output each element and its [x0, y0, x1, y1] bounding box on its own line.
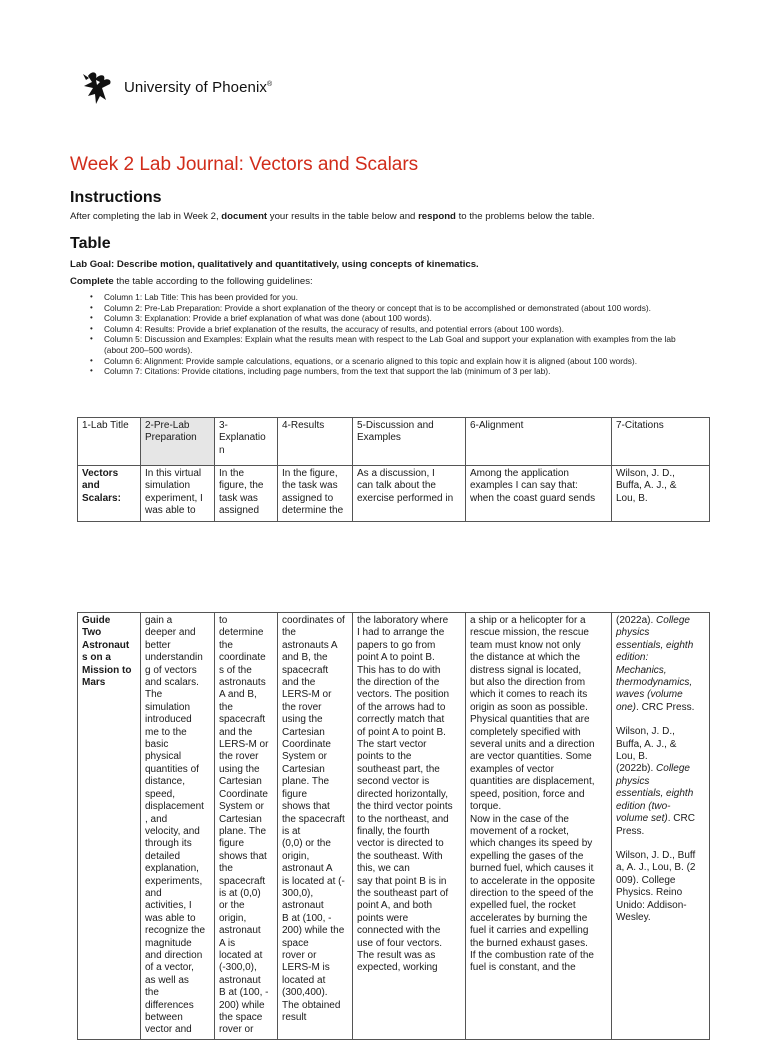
guideline-item: • Column 1: Lab Title: This has been provided for you. — [90, 292, 700, 303]
guideline-item: • Column 6: Alignment: Provide sample calculations, equations, or a scenario aligned to this topic and explain how it is aligned (about 100 words). — [90, 356, 700, 367]
cell-pre-lab: In this virtual simulation experiment, I was able to — [141, 466, 215, 522]
cell-lab-title: Vectors and Scalars: — [78, 466, 141, 522]
lab-journal-table-continued — [77, 612, 710, 1040]
cell-results: coordinates of the astronauts A and B, the spacecraft and the LERS-M or the rover using the Cartesian Coordinate System or Cartesian plane. The figure shows that the spacecraft is at (0,0) or the origin, astronaut A is located at (- 300,0), astronaut B at (100, - 200) while the space rover or LERS-M is located at (300,400). The obtained result — [278, 613, 353, 1040]
col-header-alignment: 6-Alignment — [466, 418, 612, 466]
citation-2-suffix: . CRC Press. — [616, 813, 695, 837]
cell-explanation: to determine the coordinate s of the astronauts A and B, the spacecraft and the LERS-M or the rover using the Cartesian Coordinate System or Cartesian plane. The figure shows that the spacecraft is at (0,0) or the origin, astronaut A is located at (-300,0), astronaut B at (100, - 200) while the space rover or — [215, 613, 278, 1040]
guideline-item: • Column 2: Pre-Lab Preparation: Provide a short explanation of the theory or concept that is to be accomplished or demonstrated (about 100 words). — [90, 303, 700, 314]
cell-lab-title: Guide Two Astronaut s on a Mission to Mars — [78, 613, 141, 1040]
col-header-pre-lab: 2-Pre-Lab Preparation — [141, 418, 215, 466]
page-title: Week 2 Lab Journal: Vectors and Scalars — [70, 154, 419, 175]
citation-1-suffix: . CRC Press. — [636, 701, 695, 713]
cell-citations — [612, 613, 710, 1040]
citation-3: Wilson, J. D., Buff a, A. J., Lou, B. (2 009). College Physics. Reino Unido: Addison- Wesley. — [616, 849, 696, 923]
citation-2-prefix: Wilson, J. D., Buffa, A. J., & Lou, B. (2022b). — [616, 726, 677, 775]
phoenix-icon — [80, 66, 122, 108]
guideline-item: • Column 5: Discussion and Examples: Explain what the results mean with respect to the Lab Goal and support your explanation with examples from the lab (about 200–500 words). — [90, 334, 700, 355]
logo-wordmark: University of Phoenix® — [124, 78, 273, 96]
guideline-item: • Column 7: Citations: Provide citations, including page numbers, from the text that support the lab (minimum of 3 per lab). — [90, 366, 700, 377]
cell-discussion: the laboratory where I had to arrange the papers to go from point A to point B. This has to do with the direction of the vectors. The position of the arrows had to correctly match that of point A to point B. The start vector points to the southeast part, the second vector is directed horizontally, the third vector points to the northeast, and finally, the fourth vector is directed to the southeast. With this, we can say that point B is in the southeast part of point A, and both points were connected with the use of four vectors. The result was as expected, working — [353, 613, 466, 1040]
citation-1-prefix: (2022a). — [616, 615, 657, 626]
table-row — [78, 613, 710, 1040]
table-header-row — [78, 418, 710, 466]
guideline-item: • Column 3: Explanation: Provide a brief explanation of what was done (about 100 words). — [90, 313, 700, 324]
citation-1-title: College physics essentials, eighth edition: Mechanics, thermodynamics, waves (volume one) — [616, 615, 694, 713]
cell-explanation: In the figure, the task was assigned — [215, 466, 278, 522]
col-header-lab-title: 1-Lab Title — [78, 418, 141, 466]
col-header-explanation: 3- Explanatio n — [215, 418, 278, 466]
cell-citations: Wilson, J. D., Buffa, A. J., & Lou, B. — [612, 466, 710, 522]
citation-2-title: College physics essentials, eighth edition (two- volume set) — [616, 763, 694, 825]
instructions-heading: Instructions — [70, 189, 162, 206]
cell-results: In the figure, the task was assigned to determine the — [278, 466, 353, 522]
guidelines-list — [90, 292, 700, 377]
cell-discussion: As a discussion, I can talk about the exercise performed in — [353, 466, 466, 522]
instructions-text: After completing the lab in Week 2, document your results in the table below and respond to the problems below the table. — [70, 211, 595, 222]
table-heading: Table — [70, 235, 111, 252]
guideline-item: • Column 4: Results: Provide a brief explanation of the results, the accuracy of results, and potential errors (about 100 words). — [90, 324, 700, 335]
lab-goal: Lab Goal: Describe motion, qualitatively and quantitatively, using concepts of kinematics. — [70, 259, 479, 270]
cell-pre-lab: gain a deeper and better understandin g of vectors and scalars. The simulation introduced me to the basic physical quantities of distance, speed, displacement , and velocity, and through its detailed explanation, experiments, and activities, I was able to recognize the magnitude and direction of a vector, as well as the differences between vector and — [141, 613, 215, 1040]
col-header-results: 4-Results — [278, 418, 353, 466]
complete-instruction: Complete the table according to the following guidelines: — [70, 276, 313, 287]
cell-alignment: a ship or a helicopter for a rescue mission, the rescue team must know not only the distance at which the distress signal is located, but also the direction from which it comes to reach its origin as soon as possible. Physical quantities that are completely specified with several units and a direction are vector quantities. Some examples of vector quantities are displacement, speed, position, force and torque. Now in the case of the movement of a rocket, which changes its speed by expelling the gases of the burned fuel, which causes it to accelerate in the opposite direction to the speed of the expelled fuel, the rocket accelerates by burning the fuel it carries and expelling the burned exhaust gases. If the combustion rate of the fuel is constant, and the — [466, 613, 612, 1040]
col-header-citations: 7-Citations — [612, 418, 710, 466]
col-header-discussion: 5-Discussion and Examples — [353, 418, 466, 466]
lab-journal-table — [77, 417, 710, 522]
cell-alignment: Among the application examples I can say that: when the coast guard sends — [466, 466, 612, 522]
university-logo — [80, 66, 272, 108]
table-row — [78, 466, 710, 522]
